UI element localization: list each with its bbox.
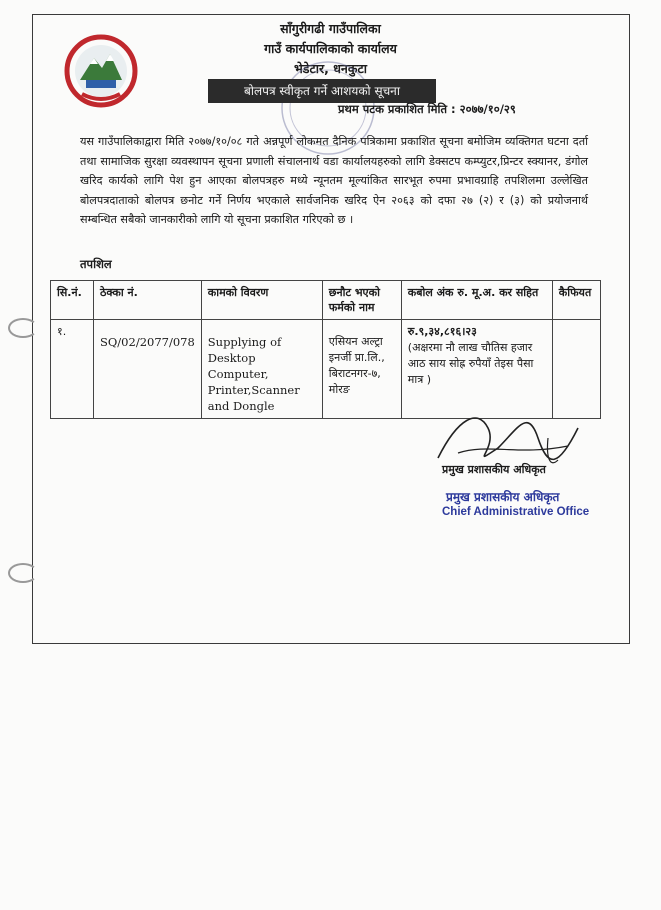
amount-in-words: (अक्षरमा नौ लाख चौतिस हजार आठ साय सोह्र रुपैयाँ तेइस पैसा मात्र ) bbox=[407, 341, 534, 386]
cell-firm: एसियन अल्ट्रा इनर्जी प्रा.लि., बिराटनगर-७, मोरङ bbox=[322, 320, 401, 419]
municipality-name: साँगुरीगढी गाउँपालिका bbox=[280, 21, 381, 36]
signatory-title: प्रमुख प्रशासकीय अधिकृत bbox=[442, 463, 546, 476]
header-amount: कबोल अंक रु. मू.अ. कर सहित bbox=[401, 281, 552, 320]
publish-date: प्रथम पटक प्रकाशित मिति : २०७७/१०/२९ bbox=[338, 102, 516, 116]
designation-stamp-english: Chief Administrative Office bbox=[442, 506, 590, 518]
office-name: गाउँ कार्यपालिकाको कार्यालय bbox=[264, 41, 397, 56]
office-address: भेडेटार, धनकुटा bbox=[294, 61, 367, 76]
amount-figures: रु.९,३४,८१६।२३ bbox=[407, 325, 477, 338]
cell-contract-no: SQ/02/2077/078 bbox=[94, 320, 202, 419]
cell-sn: १. bbox=[51, 320, 94, 419]
designation-stamp-nepali: प्रमुख प्रशासकीय अधिकृत bbox=[446, 490, 560, 504]
notice-title-banner: बोलपत्र स्वीकृत गर्ने आशयको सूचना bbox=[208, 79, 436, 103]
cell-description: Supplying of Desktop Computer, Printer,Scanner and Dongle bbox=[201, 320, 322, 419]
table-header-row bbox=[51, 281, 601, 320]
details-label: तपशिल bbox=[80, 257, 112, 271]
header-contract-no: ठेक्का नं. bbox=[94, 281, 202, 320]
header-remarks: कैफियत bbox=[552, 281, 600, 320]
header-sn: सि.नं. bbox=[51, 281, 94, 320]
punch-hole-bottom bbox=[8, 563, 38, 583]
header-description: कामको विवरण bbox=[201, 281, 322, 320]
header-firm: छनौट भएको फर्मको नाम bbox=[322, 281, 401, 320]
notice-body: यस गाउँपालिकाद्वारा मिति २०७७/१०/०८ गते अन्नपूर्ण लोकमत दैनिक पत्रिकामा प्रकाशित सूचना बमोजिम व्यक्तिगत घटना दर्ता तथा सामाजिक सुरक्षा व्यवस्थापन सूचना प्रणाली संचालनार्थ वडा कार्यालयहरुको लागि डेक्सटप कम्प्युटर,प्रिन्टर स्क्यानर, डंगोल खरिद कार्यको लागि पेश हुन आएका बोलपत्रहरु मध्ये न्यूनतम मूल्यांकित सारभूत रुपमा प्रभावग्राहि तपशिलमा उल्लेखित बोलपत्रदाताको बोलपत्र छनोट गर्ने निर्णय भएकाले सार्वजनिक खरिद ऐन २०६३ को दफा २७ (२) र (३) को प्रयोजनार्थ सम्बन्धित सबैको जानकारीको लागि यो सूचना प्रकाशित गरिएको छ । bbox=[80, 135, 588, 227]
punch-hole-top bbox=[8, 318, 38, 338]
